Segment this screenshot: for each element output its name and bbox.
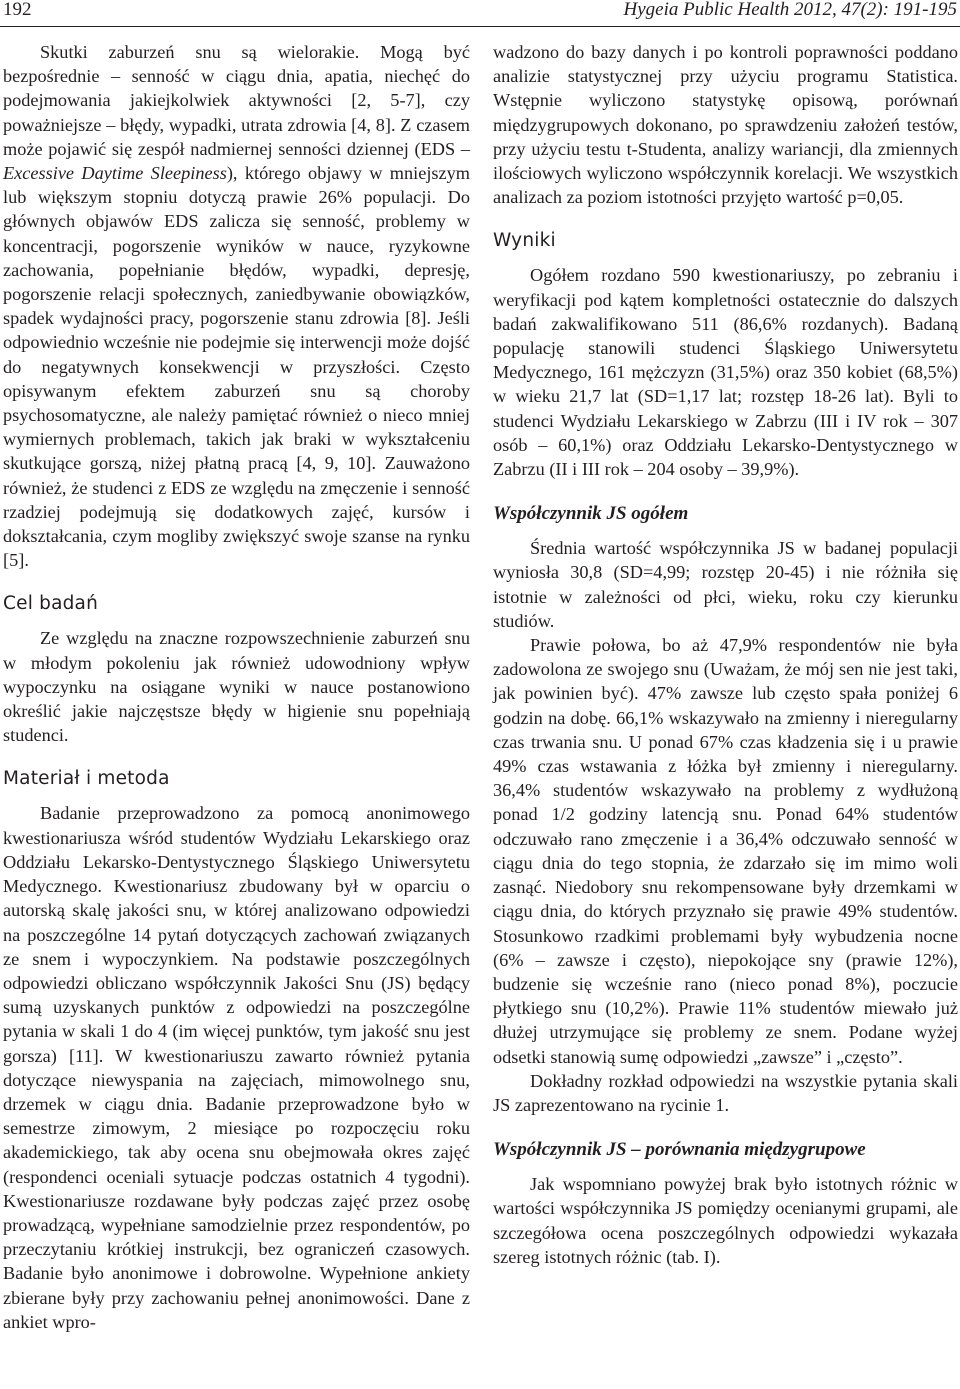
section-heading-wyniki: Wyniki: [493, 230, 556, 252]
js-paragraph-1: Średnia wartość współczynnika JS w badanej populacji wyniosła 30,8 (SD=4,99; rozstęp 20-45) i nie różniła się istotnie w zależności od płci, wieku, roku czy kierunku studiów.: [493, 538, 958, 631]
section-heading-cel: Cel badań: [3, 593, 99, 615]
results-paragraph: Ogółem rozdano 590 kwestionariuszy, po zebraniu i weryfikacji pod kątem kompletności ostatecznie do dalszych badań zakwalifikowano 511 (86,6% rozdanych). Badaną populację stanowili studenci Śląskiego Uniwersytetu Medycznego, 161 mężczyzn (31,5%) oraz 350 kobiet (68,5%) w wieku 21,7 lat (SD=1,17 lat; rozstęp 18-26 lat). Byli to studenci Wydziału Lekarskiego w Zabrzu (III i IV rok – 307 osób – 60,1%) oraz Oddziału Lekarsko-Dentystycznego w Zabrzu (II i III rok – 204 osoby – 39,9%).: [493, 265, 958, 480]
subsection-heading-js: Współczynnik JS ogółem: [493, 503, 689, 525]
page-number: 192: [3, 0, 32, 20]
js-paragraph-2: Prawie połowa, bo aż 47,9% respondentów nie była zadowolona ze swojego snu (Uważam, że mój sen nie jest taki, jak powinien być). 47% zawsze lub często spała poniżej 6 godzin na dobę. 66,1% wskazywało na zmienny i nieregularny czas trwania snu. U ponad 67% czas kładzenia się i u prawie 49% czas wstawania z łóżka był zmienny i nieregularny. 36,4% studentów wskazywało na problemy z wydłużoną ponad 1/2 godziny latencją snu. Ponad 64% studentów odczuwało rano zmęczenie i a 36,4% odczuwało senność w ciągu dnia do tego stopnia, że zdarzało się im mimo woli zasnąć. Niedobory snu rekompensowane były drzemkami w ciągu dnia, do których przyznało się prawie 49% studentów. Stosunkowo rzadkimi problemami były wybudzenia nocne (6% – zawsze i często), niepokojące sny (prawie 12%), budzenie się wcześnie rano (nieco ponad 8%), poczucie płytkiego snu (10,2%). Prawie 11% studentów miewało już dłużej utrzymujące się problemy ze snem. Podane wyżej odsetki stanowią sumę odpowiedzi „zawsze” i „często”.: [493, 635, 958, 1067]
journal-citation: Hygeia Public Health 2012, 47(2): 191-195: [623, 0, 957, 20]
subsection-heading-js-groups: Współczynnik JS – porównania międzygrupowe: [493, 1139, 866, 1161]
intro-paragraph: [3, 40, 470, 572]
section-heading-materialy: Materiał i metoda: [3, 768, 170, 790]
cel-paragraph: Ze względu na znaczne rozpowszechnienie zaburzeń snu w młodym pokoleniu jak również udowodniony wpływ wypoczynku na osiągane wyniki w nauce postanowiono określić jakie najczęstsze błędy w higienie snu popełniają studenci.: [3, 628, 470, 746]
intro-text-b: ), którego objawy w mniejszym lub większym stopniu dotyczą prawie 26% populacji. Do głównych objawów EDS zalicza się senność, problemy w koncentracji, pogorszenie wyników w nauce, ryzykowne zachowania, popełnianie błędów, wypadki, depresję, pogorszenie relacji społecznych, zaniedbywanie obowiązków, spadek wydajności pracy, pogorszenie stanu zdrowia [8]. Jeśli odpowiednio wcześnie nie podejmie się interwencji może dojść do negatywnych konsekwencji w przyszłości. Często opisywanym efektem zaburzeń snu są choroby psychosomatyczne, ale należy pamiętać również o nieco mniej wymiernych problemach, takich jak braki w wykształceniu skutkujące gorszą, niżej płatną pracą [4, 9, 10]. Zauważono również, że studenci z EDS ze względu na zmęczenie i senność rzadziej podejmują się dodatkowych zajęć, kursów i dokształcania, czym mogliby zwiększyć swoje szanse na rynku [5].: [3, 163, 470, 571]
js-paragraph-4: Jak wspomniano powyżej brak było istotnych różnic w wartości współczynnika JS pomiędzy ocenianymi grupami, ale szczegółowa ocena poszczególnych odpowiedzi wykazała szereg istotnych różnic (tab. I).: [493, 1174, 958, 1267]
methods-continuation: wadzono do bazy danych i po kontroli poprawności poddano analizie statystycznej przy użyciu programu Statistica. Wstępnie wyliczono statystykę opisową, porównań międzygrupowych dokonano, po sprawdzeniu założeń testów, przy użyciu testu t-Studenta, analizy wariancji, dla zmiennych ilościowych wyliczono współczynnik korelacji. We wszystkich analizach za poziom istotności przyjęto wartość p=0,05.: [493, 42, 958, 208]
running-header: [0, 0, 960, 27]
intro-text-a: Skutki zaburzeń snu są wielorakie. Mogą być bezpośrednie – senność w ciągu dnia, apatia, niechęć do podejmowania jakiejkolwiek aktywności [2, 5-7], czy poważniejsze – błędy, wypadki, utrata zdrowia [4, 8]. Z czasem może pojawić się zespół nadmiernej senności dziennej (EDS –: [3, 42, 470, 159]
eds-term: Excessive Daytime Sleepiness: [3, 163, 227, 184]
right-column: [493, 40, 958, 1269]
js-paragraph-3: Dokładny rozkład odpowiedzi na wszystkie pytania skali JS zaprezentowano na rycinie 1.: [493, 1070, 958, 1115]
methods-paragraph: Badanie przeprowadzono za pomocą anonimowego kwestionariusza wśród studentów Wydziału Lekarskiego oraz Oddziału Lekarsko-Dentystycznego Śląskiego Uniwersytetu Medycznego. Kwestionariusz zbudowany był w oparciu o autorską skalę jakości snu, w której analizowano odpowiedzi na poszczególne 14 pytań dotyczących zachowań związanych ze snem i wypoczynkiem. Na podstawie poszczególnych odpowiedzi obliczano współczynnik Jakości Snu (JS) będący sumą uzyskanych punktów z odpowiedzi na poszczególne pytania w skali 1 do 4 (im więcej punktów, tym jakość snu jest gorsza) [11]. W kwestionariuszu zawarto również pytania dotyczące niewyspania na zajęciach, mimowolnego snu, drzemek w ciągu dnia. Badanie przeprowadzone było w semestrze zimowym, 2 miesiące po rozpoczęciu roku akademickiego, tak aby ocena snu obejmowała okres zajęć (respondenci oceniali sytuacje podczas ostatnich 4 tygodni). Kwestionariusze rozdawane były podczas zajęć przez osobę prowadzącą, wypełniane samodzielnie przez respondentów, po przeczytaniu krótkiej instrukcji, bez ograniczeń czasowych. Badanie było anonimowe i dobrowolne. Wypełnione ankiety zbierane były przy zachowaniu pełnej anonimowości. Dane z ankiet wpro-: [3, 803, 470, 1332]
left-column: [3, 40, 470, 1334]
